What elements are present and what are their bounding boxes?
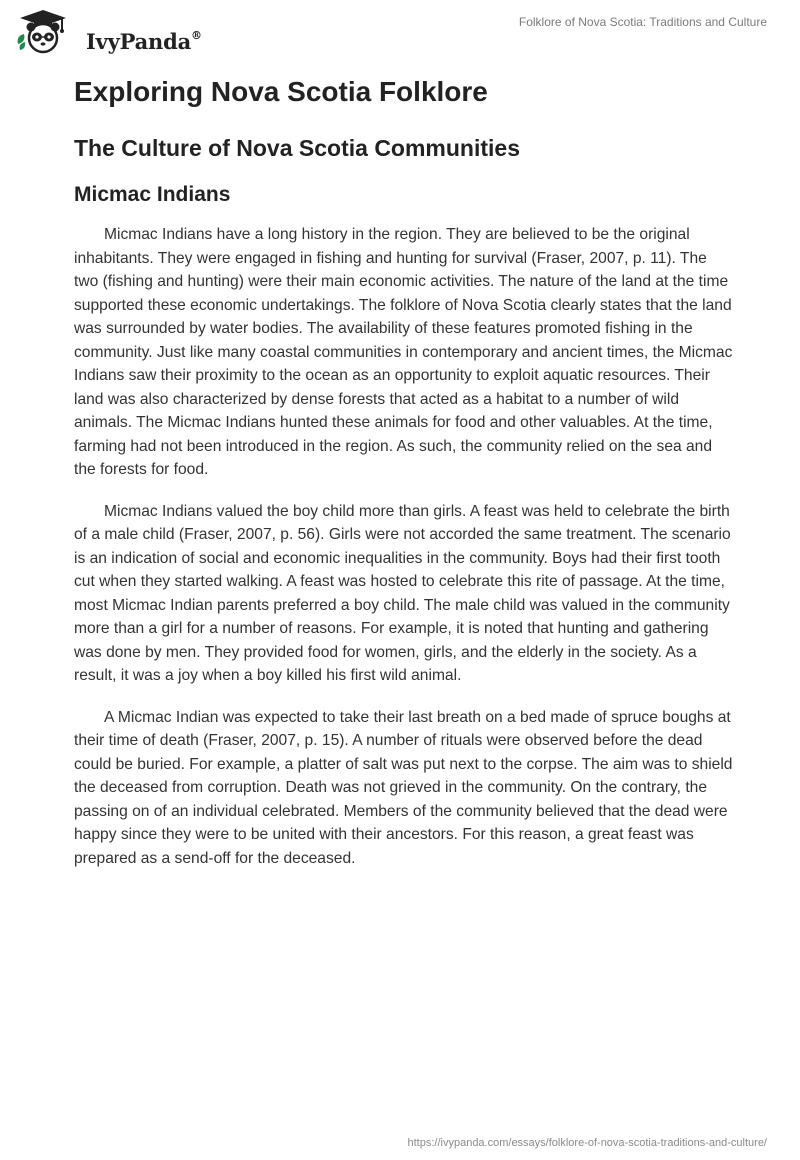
brand-name: IvyPanda® [86, 29, 202, 54]
paragraph-3: A Micmac Indian was expected to take their last breath on a bed made of spruce boughs at their time of death (Fraser, 2007, p. 15). A number of rituals were observed before the dead could be buried. For example, a platter of salt was put next to the corpse. The aim was to shield the deceased from corruption. Death was not grieved in the community. On the contrary, the passing on of an individual celebrated. Members of the community believed that the dead were happy since they were to be united with their ancestors. For this reason, a great feast was prepared as a send-off for the deceased. [74, 708, 733, 867]
subsection-heading: Micmac Indians [74, 183, 231, 206]
panda-graduate-icon [14, 8, 72, 54]
source-url[interactable]: https://ivypanda.com/essays/folklore-of-nova-scotia-traditions-and-culture/ [407, 1137, 767, 1149]
paragraph-2: Micmac Indians valued the boy child more than girls. A feast was held to celebrate the birth of a male child (Fraser, 2007, p. 56). Girls were not accorded the same treatment. The scenario is an indication of social and economic inequalities in the community. Boys had their first tooth cut when they started walking. A feast was hosted to celebrate this rite of passage. At the time, most Micmac Indian parents preferred a boy child. The male child was valued in the community more than a girl for a number of reasons. For example, it is noted that hunting and gathering was done by men. They provided food for women, girls, and the elderly in the society. As a result, it was a joy when a boy killed his first wild animal. [74, 502, 731, 684]
section-heading: The Culture of Nova Scotia Communities [74, 135, 520, 161]
brand-logo[interactable] [14, 8, 214, 54]
page-title: Exploring Nova Scotia Folklore [74, 76, 488, 107]
page-header [0, 0, 800, 60]
header-document-title: Folklore of Nova Scotia: Traditions and Culture [518, 15, 767, 29]
registered-mark: ® [191, 29, 202, 42]
paragraph-1: Micmac Indians have a long history in the region. They are believed to be the original inhabitants. They were engaged in fishing and hunting for survival (Fraser, 2007, p. 11). The two (fishing and hunting) were their main economic activities. The nature of the land at the time supported these economic undertakings. The folklore of Nova Scotia clearly states that the land was surrounded by water bodies. The availability of these features promoted fishing in the community. Just like many coastal communities in contemporary and ancient times, the Micmac Indians saw their proximity to the ocean as an opportunity to exploit aquatic resources. Their land was also characterized by dense forests that acted as a habitat to a number of wild animals. The Micmac Indians hunted these animals for food and other valuables. At the time, farming had not been introduced in the region. As such, the community relied on the sea and the forests for food. [74, 226, 733, 478]
article-body [74, 74, 734, 870]
